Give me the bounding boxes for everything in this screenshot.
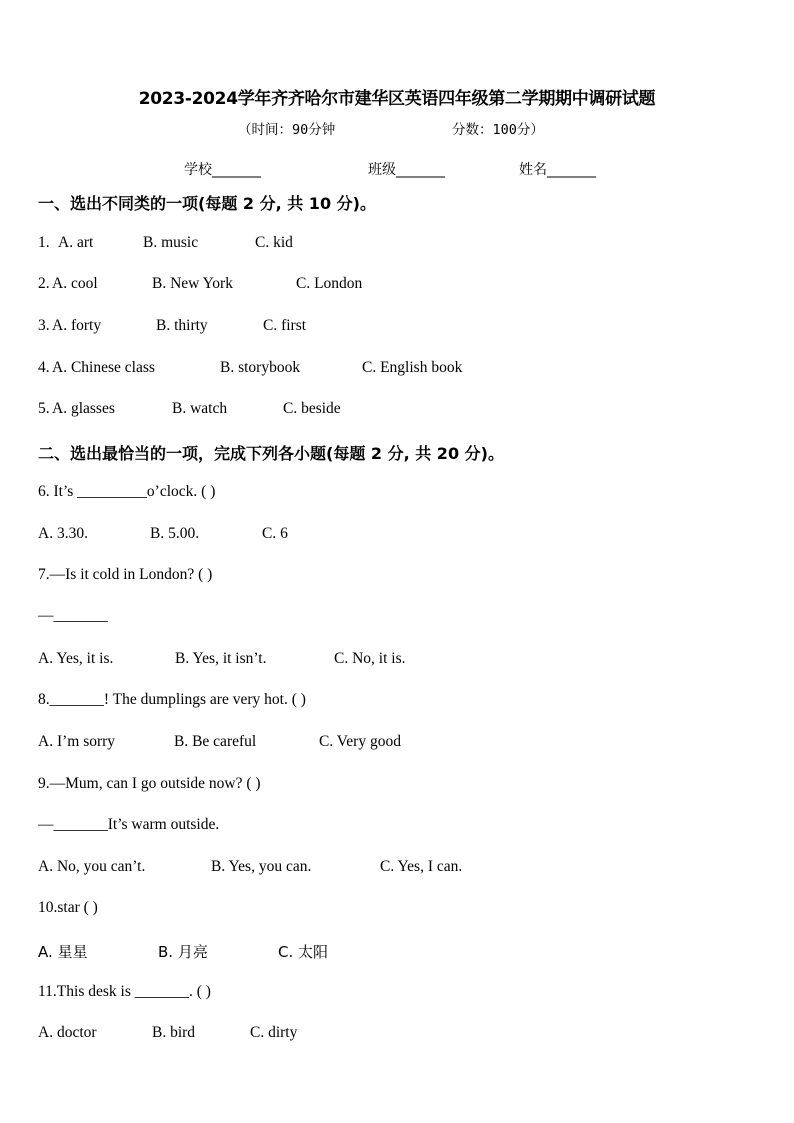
option-a: A. glasses xyxy=(52,400,115,417)
question-number: 4. xyxy=(38,359,50,376)
option-a: A. 星星 xyxy=(38,943,88,961)
question-number: 3. xyxy=(38,317,50,334)
question-10-options xyxy=(38,941,329,962)
option-c: C. beside xyxy=(283,400,341,417)
option-c: C. 太阳 xyxy=(278,943,329,961)
option-b: B. music xyxy=(143,234,199,251)
school-field: 学校_______ xyxy=(184,162,261,178)
question-6-options xyxy=(38,525,288,543)
option-b: B. New York xyxy=(152,275,233,292)
question-11-stem: 11.This desk is _______. ( ) xyxy=(38,983,211,1000)
question-9-stem: 9.—Mum, can I go outside now? ( ) xyxy=(38,775,261,792)
exam-score: 分数：100分） xyxy=(452,122,544,138)
option-b: B. storybook xyxy=(220,359,301,376)
question-11-options xyxy=(38,1024,298,1042)
option-c: C. first xyxy=(263,317,307,334)
question-number: 1. xyxy=(38,234,50,251)
option-a: A. forty xyxy=(52,317,102,334)
option-a: A. Chinese class xyxy=(52,359,155,376)
option-b: B. Be careful xyxy=(174,733,257,750)
question-3 xyxy=(38,317,307,335)
option-b: B. thirty xyxy=(156,317,208,334)
question-8-stem: 8._______! The dumplings are very hot. ( ) xyxy=(38,691,306,708)
question-8-options xyxy=(38,733,401,751)
option-c: C. kid xyxy=(255,234,293,251)
option-a: A. doctor xyxy=(38,1024,97,1041)
option-a: A. No, you can’t. xyxy=(38,858,146,875)
exam-title: 2023-2024学年齐齐哈尔市建华区英语四年级第二学期期中调研试题 xyxy=(138,89,656,109)
option-b: B. 月亮 xyxy=(158,943,208,961)
option-a: A. Yes, it is. xyxy=(38,650,114,667)
question-7-reply: —_______ xyxy=(38,607,108,624)
question-4 xyxy=(38,359,463,377)
option-a: A. art xyxy=(58,234,94,251)
option-c: C. Very good xyxy=(319,733,401,750)
option-b: B. 5.00. xyxy=(150,525,200,542)
option-a: A. 3.30. xyxy=(38,525,88,542)
class-field: 班级_______ xyxy=(368,162,445,178)
option-c: C. dirty xyxy=(250,1024,298,1041)
section-1-heading: 一、选出不同类的一项(每题 2 分, 共 10 分)。 xyxy=(38,194,376,213)
question-7-stem: 7.—Is it cold in London? ( ) xyxy=(38,566,213,583)
option-b: B. Yes, it isn’t. xyxy=(175,650,267,667)
question-7-options xyxy=(38,650,406,668)
question-5 xyxy=(38,400,341,418)
option-b: B. Yes, you can. xyxy=(211,858,312,875)
question-6-stem: 6. It’s _________o’clock. ( ) xyxy=(38,483,216,500)
question-9-options xyxy=(38,858,463,876)
question-2 xyxy=(38,275,363,293)
option-b: B. bird xyxy=(152,1024,196,1041)
option-a: A. I’m sorry xyxy=(38,733,116,750)
option-c: C. Yes, I can. xyxy=(380,858,463,875)
question-10-stem: 10.star ( ) xyxy=(38,899,98,916)
option-a: A. cool xyxy=(52,275,98,292)
option-b: B. watch xyxy=(172,400,228,417)
option-c: C. No, it is. xyxy=(334,650,406,667)
option-c: C. London xyxy=(296,275,363,292)
exam-time: （时间：90分钟 xyxy=(238,122,336,138)
question-number: 2. xyxy=(38,275,50,292)
option-c: C. 6 xyxy=(262,525,288,542)
question-number: 5. xyxy=(38,400,50,417)
question-1 xyxy=(38,234,293,252)
name-field: 姓名_______ xyxy=(519,162,596,178)
section-2-heading: 二、选出最恰当的一项，完成下列各小题(每题 2 分, 共 20 分)。 xyxy=(38,444,504,463)
question-9-reply: —_______It’s warm outside. xyxy=(38,816,220,833)
option-c: C. English book xyxy=(362,359,463,376)
